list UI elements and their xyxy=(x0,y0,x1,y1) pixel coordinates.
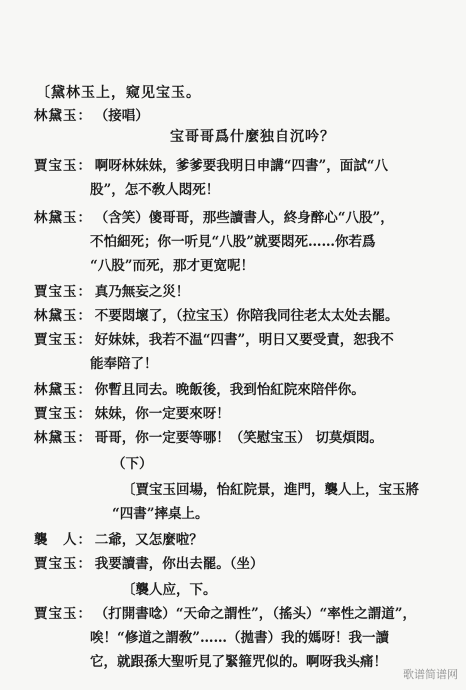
dialogue-cont: 唉！“修道之謂敎”……（拋書）我的媽呀！我一讀 xyxy=(90,630,390,646)
stage-direction: 〔襲人应，下。 xyxy=(122,582,217,598)
stage-direction-cont: “四書”摔桌上。 xyxy=(112,506,209,522)
dialogue-line-2 xyxy=(34,154,388,174)
watermark: 歌谱简谱网 xyxy=(403,668,458,681)
line-text: 我要讀書，你出去罷。（坐） xyxy=(94,556,264,572)
line-text: （含笑）傻哥哥，那些讀書人，終身醉心“八股”， xyxy=(94,210,394,226)
speaker: 賈宝玉： xyxy=(34,158,92,174)
speaker: 林黛玉： xyxy=(34,430,92,446)
line-text: 真乃無妄之災！ xyxy=(94,284,190,300)
speaker: 賈宝玉： xyxy=(34,284,92,300)
line-text: 不要悶壞了，（拉宝玉）你陪我同往老太太处去罷。 xyxy=(94,308,399,324)
dialogue-line-12 xyxy=(34,602,416,622)
line-text: 你暫且同去。晚飯後，我到怡紅院來陪伴你。 xyxy=(94,382,365,398)
dialogue-line-5 xyxy=(34,304,398,324)
line-text: （接唱） xyxy=(94,108,149,124)
line-text: 二爺，又怎麼啦？ xyxy=(94,532,203,548)
dialogue-cont: 不怕細死；你一听見“八股”就要悶死……你若爲 xyxy=(90,234,376,250)
line-text: 好妹妹，我若不温“四書”，明日又要受責，恕我不 xyxy=(94,332,394,348)
aria-heading: 宝哥哥爲什麼独自沉吟？ xyxy=(170,129,335,145)
dialogue-line-1 xyxy=(34,104,149,124)
dialogue-line-4 xyxy=(34,280,189,300)
speaker: 賈宝玉： xyxy=(34,556,92,572)
dialogue-cont: 能奉陪了！ xyxy=(90,356,158,372)
line-text: （打開書唸）“天命之謂性”，（搖头）“率性之謂道”， xyxy=(94,606,417,622)
speaker: 賈宝玉： xyxy=(34,406,92,422)
dialogue-line-3 xyxy=(34,206,394,226)
dialogue-cont: 股”，怎不敎人悶死！ xyxy=(90,182,220,198)
speaker: 賈宝玉： xyxy=(34,606,92,622)
speaker: 賈宝玉： xyxy=(34,332,92,348)
stage-direction-top: 〔黛林玉上，窥见宝玉。 xyxy=(36,85,201,101)
speaker: 襲 人： xyxy=(34,532,92,548)
stage-direction: 〔賈宝玉回場，怡紅院景，進門，襲人上，宝玉將 xyxy=(122,482,419,498)
dialogue-cont: 它，就跟孫大聖听見了緊箍咒似的。啊呀我头痛！ xyxy=(90,654,387,670)
dialogue-line-6 xyxy=(34,328,394,348)
dialogue-line-11 xyxy=(34,552,263,572)
speaker: 林黛玉： xyxy=(34,382,92,398)
stage-exit: （下） xyxy=(112,456,153,472)
speaker: 林黛玉： xyxy=(34,108,92,124)
dialogue-cont: “八股”而死，那才更宽呢！ xyxy=(90,258,255,274)
line-text: 妹妹，你一定要來呀！ xyxy=(94,406,230,422)
speaker: 林黛玉： xyxy=(34,308,92,324)
speaker: 林黛玉： xyxy=(34,210,92,226)
dialogue-line-7 xyxy=(34,378,365,398)
line-text: 哥哥，你一定要等哪！（笑慰宝玉） 切莫煩悶。 xyxy=(94,430,383,446)
dialogue-line-8 xyxy=(34,402,230,422)
line-text: 啊呀林妹妹，爹爹要我明日申講“四書”，面試“八 xyxy=(94,158,388,174)
dialogue-line-9 xyxy=(34,426,383,446)
dialogue-line-10 xyxy=(34,528,203,548)
